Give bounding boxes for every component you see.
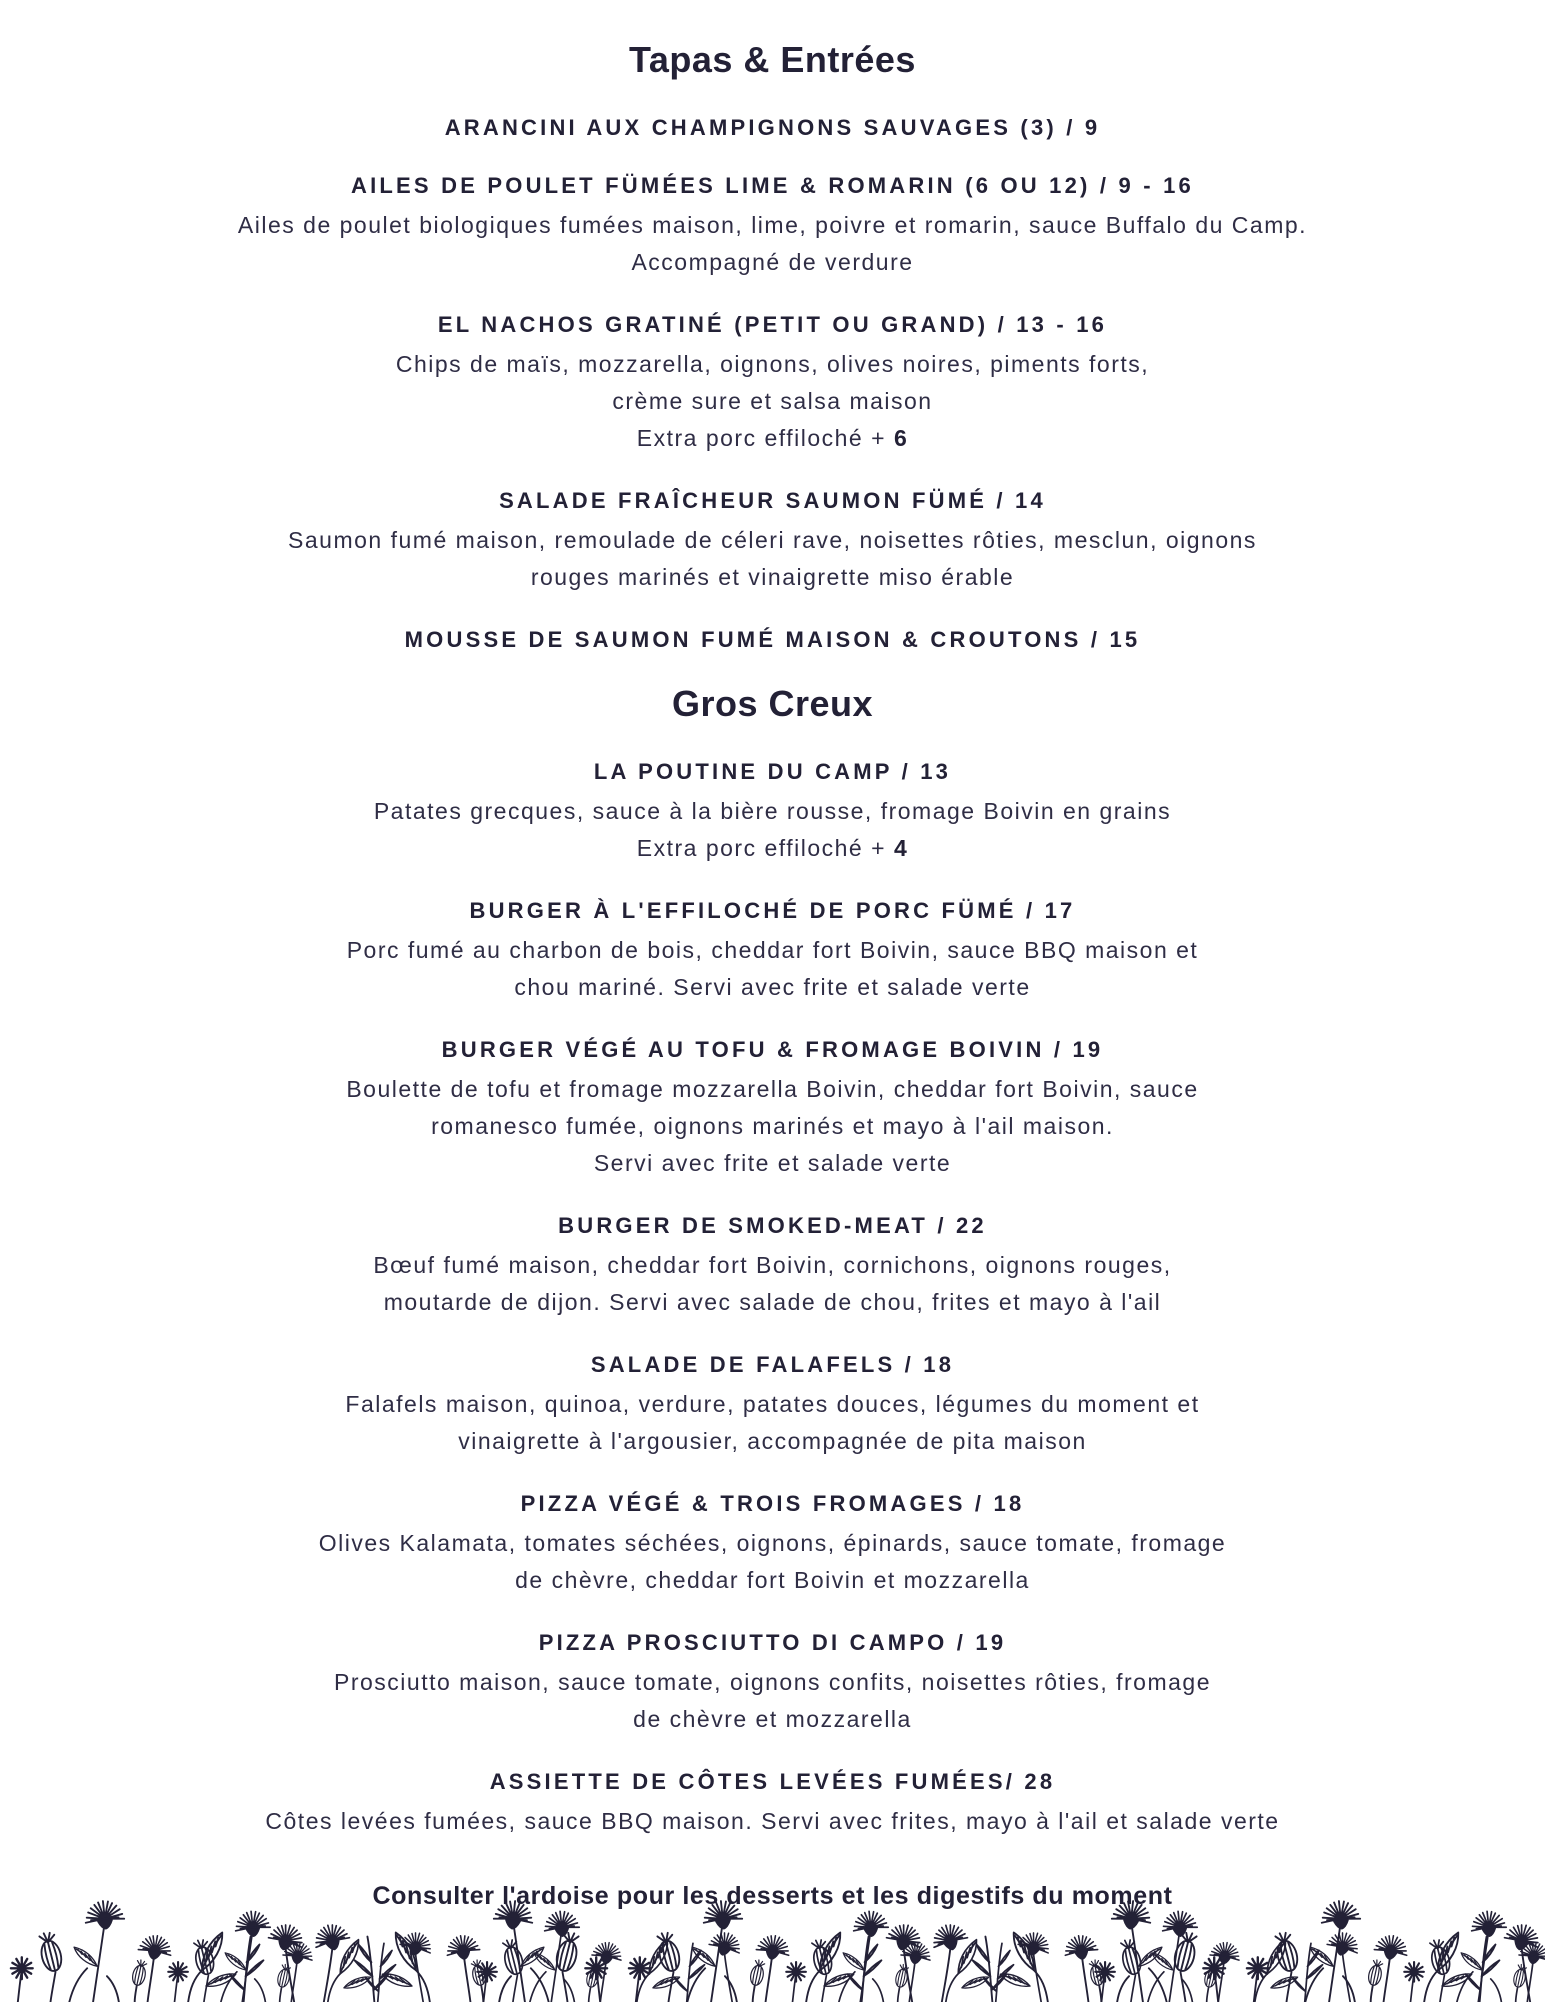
menu-item-burger-effiloche — [0, 897, 1545, 1006]
extra-price: 6 — [893, 425, 909, 451]
item-description-line: Chips de maïs, mozzarella, oignons, olives noires, piments forts, — [395, 351, 1150, 377]
item-description-line: crème sure et salsa maison — [612, 388, 933, 414]
section-title-tapas-entrees: Tapas & Entrées — [629, 39, 916, 80]
section-title-gros-creux: Gros Creux — [671, 683, 874, 724]
item-description-line: Porc fumé au charbon de bois, cheddar fort Boivin, sauce BBQ maison et — [346, 937, 1199, 963]
item-name: LA POUTINE DU CAMP / 13 — [593, 759, 952, 784]
item-extra-line — [0, 420, 1545, 457]
item-description-line: Falafels maison, quinoa, verdure, patates douces, légumes du moment et — [345, 1391, 1200, 1417]
item-name: PIZZA VÉGÉ & TROIS FROMAGES / 18 — [520, 1491, 1025, 1516]
menu-item-pizza-vege — [0, 1490, 1545, 1599]
menu-item-burger-smoked-meat — [0, 1212, 1545, 1321]
item-description-line: Bœuf fumé maison, cheddar fort Boivin, cornichons, oignons rouges, — [373, 1252, 1172, 1278]
item-extra-line — [0, 830, 1545, 867]
menu-item-el-nachos — [0, 311, 1545, 457]
extra-price: 4 — [893, 835, 909, 861]
item-description-line: Ailes de poulet biologiques fumées maison, lime, poivre et romarin, sauce Buffalo du Camp. — [237, 212, 1308, 238]
item-description-line: rouges marinés et vinaigrette miso érable — [530, 564, 1015, 590]
item-description-line: de chèvre et mozzarella — [633, 1706, 912, 1732]
menu-item-pizza-prosciutto — [0, 1629, 1545, 1738]
item-description-line: Boulette de tofu et fromage mozzarella Boivin, cheddar fort Boivin, sauce — [346, 1076, 1199, 1102]
menu-item-burger-vege — [0, 1036, 1545, 1182]
menu-item-mousse-de-saumon — [0, 626, 1545, 654]
item-name: BURGER VÉGÉ AU TOFU & FROMAGE BOIVIN / 19 — [441, 1037, 1104, 1062]
item-description-line: Patates grecques, sauce à la bière rousse, fromage Boivin en grains — [373, 798, 1172, 824]
item-description-line: romanesco fumée, oignons marinés et mayo à l'ail maison. — [431, 1113, 1114, 1139]
item-description-line: chou mariné. Servi avec frite et salade verte — [514, 974, 1031, 1000]
item-description-line: Olives Kalamata, tomates séchées, oignons, épinards, sauce tomate, fromage — [318, 1530, 1227, 1556]
section-tapas-entrees — [0, 40, 1545, 654]
menu-item-ailes-de-poulet — [0, 172, 1545, 281]
item-description-line: Servi avec frite et salade verte — [593, 1150, 952, 1176]
menu-item-cotes-levees — [0, 1768, 1545, 1840]
extra-label: Extra porc effiloché + — [636, 835, 894, 861]
item-description-line: Accompagné de verdure — [631, 249, 914, 275]
item-name: ASSIETTE DE CÔTES LEVÉES FUMÉES/ 28 — [489, 1769, 1056, 1794]
menu-item-poutine — [0, 758, 1545, 867]
section-gros-creux — [0, 684, 1545, 1840]
item-description-line: Prosciutto maison, sauce tomate, oignons confits, noisettes rôties, fromage — [334, 1669, 1211, 1695]
menu-item-salade-falafels — [0, 1351, 1545, 1460]
item-name: AILES DE POULET FÜMÉES LIME & ROMARIN (6 OU 12) / 9 - 16 — [351, 173, 1194, 198]
item-description-line: Saumon fumé maison, remoulade de céleri rave, noisettes rôties, mesclun, oignons — [288, 527, 1257, 553]
item-description-line: de chèvre, cheddar fort Boivin et mozzarella — [515, 1567, 1030, 1593]
item-name: SALADE FRAÎCHEUR SAUMON FÜMÉ / 14 — [499, 488, 1046, 513]
menu-item-arancini — [0, 114, 1545, 142]
item-name: EL NACHOS GRATINÉ (PETIT OU GRAND) / 13 - 16 — [437, 312, 1108, 337]
item-description-line: vinaigrette à l'argousier, accompagnée de pita maison — [458, 1428, 1087, 1454]
item-name: ARANCINI AUX CHAMPIGNONS SAUVAGES (3) / 9 — [444, 115, 1101, 140]
extra-label: Extra porc effiloché + — [636, 425, 894, 451]
item-name: PIZZA PROSCIUTTO DI CAMPO / 19 — [538, 1630, 1007, 1655]
item-description-line: moutarde de dijon. Servi avec salade de chou, frites et mayo à l'ail — [383, 1289, 1162, 1315]
item-name: BURGER À L'EFFILOCHÉ DE PORC FÜMÉ / 17 — [469, 898, 1076, 923]
item-name: SALADE DE FALAFELS / 18 — [590, 1352, 955, 1377]
menu-item-salade-fraicheur — [0, 487, 1545, 596]
item-name: MOUSSE DE SAUMON FUMÉ MAISON & CROUTONS / 15 — [404, 627, 1141, 652]
item-description-line: Côtes levées fumées, sauce BBQ maison. Servi avec frites, mayo à l'ail et salade verte — [265, 1808, 1280, 1834]
item-name: BURGER DE SMOKED-MEAT / 22 — [558, 1213, 987, 1238]
footer-note: Consulter l'ardoise pour les desserts et les digestifs du moment — [372, 1882, 1173, 1910]
